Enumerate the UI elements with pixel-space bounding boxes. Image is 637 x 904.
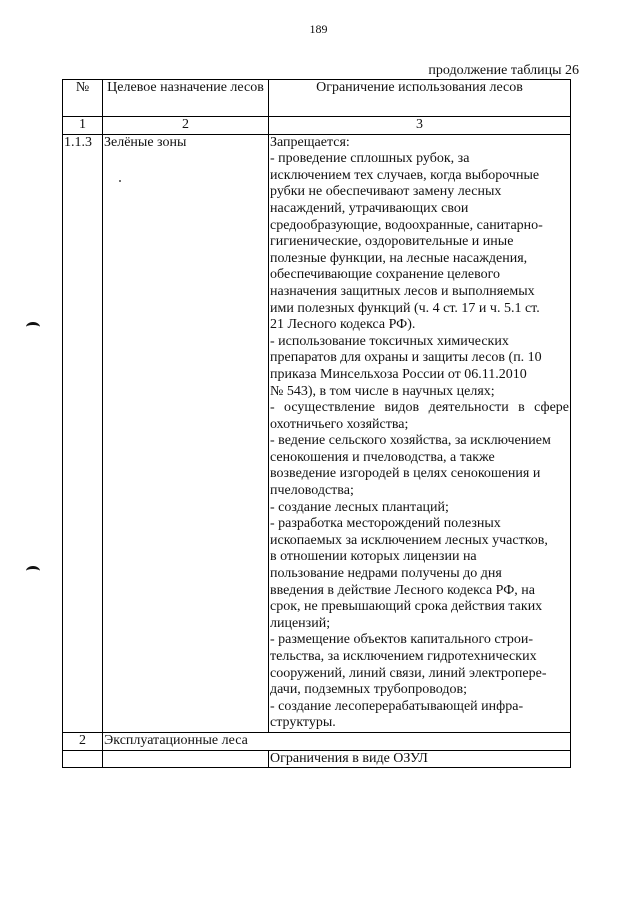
empty-cell bbox=[63, 750, 103, 768]
page-number: 189 bbox=[309, 22, 328, 36]
table-row bbox=[63, 732, 571, 750]
restriction-line: обеспечивающие сохранение целевого bbox=[270, 267, 500, 283]
restriction-line: - размещение объектов капитального строи- bbox=[270, 632, 534, 648]
table-continuation-caption: продолжение таблицы 26 bbox=[428, 63, 579, 78]
restriction-line: ископаемых за исключением лесных участков, bbox=[270, 532, 548, 548]
restriction-line: сооружений, линий связи, линий электропере- bbox=[270, 665, 547, 681]
restriction-line: - ведение сельского хозяйства, за исключением bbox=[270, 433, 551, 449]
index-cell: 1 bbox=[63, 117, 103, 135]
restriction-line: - разработка месторождений полезных bbox=[270, 516, 501, 532]
empty-cell bbox=[103, 750, 269, 768]
restriction-line: пчеловодства; bbox=[270, 483, 354, 499]
restriction-line: назначения защитных лесов и выполняемых bbox=[270, 283, 535, 299]
row-number: 1.1.3 bbox=[63, 134, 103, 732]
restriction-line: лицензий; bbox=[270, 615, 331, 631]
restriction-line: сенокошения и пчеловодства, а также bbox=[270, 449, 495, 465]
scan-mark bbox=[26, 566, 40, 576]
restriction-line: введения в действие Лесного кодекса РФ, на bbox=[270, 582, 535, 598]
restriction-line: дачи, подземных трубопроводов; bbox=[270, 682, 467, 698]
restriction-line: - создание лесоперерабатывающей инфра- bbox=[270, 698, 524, 714]
table-row bbox=[63, 750, 571, 768]
restriction-line: - создание лесных плантаций; bbox=[270, 499, 449, 515]
row-purpose: Зелёные зоны bbox=[103, 134, 269, 732]
restriction-line: в отношении которых лицензии на bbox=[270, 549, 477, 565]
restriction-text: Ограничения в виде ОЗУЛ bbox=[269, 750, 571, 768]
restriction-line: пользование недрами получены до дня bbox=[270, 566, 502, 582]
restriction-line: средообразующие, водоохранные, санитарно- bbox=[270, 217, 543, 233]
row-number: 2 bbox=[63, 732, 103, 750]
header-restriction: Ограничение использования лесов bbox=[269, 80, 571, 117]
restriction-line: препаратов для охраны и защиты лесов (п. 10 bbox=[270, 350, 542, 366]
table-header-row bbox=[63, 80, 571, 117]
restriction-line: ими полезных функций (ч. 4 ст. 17 и ч. 5.1 ст. bbox=[270, 300, 540, 316]
restriction-line: гигиенические, оздоровительные и иные bbox=[270, 234, 514, 250]
restriction-line: возведение изгородей в целях сенокошения и bbox=[270, 466, 541, 482]
restriction-line: - проведение сплошных рубок, за bbox=[270, 151, 470, 167]
header-purpose: Целевое назначение лесов bbox=[103, 80, 269, 117]
section-heading: Эксплуатационные леса bbox=[103, 732, 571, 750]
scan-mark bbox=[26, 322, 40, 332]
header-num: № bbox=[63, 80, 103, 117]
restriction-line: тельства, за исключением гидротехнических bbox=[270, 649, 537, 664]
restriction-text bbox=[269, 134, 571, 732]
restriction-line: № 543), в том числе в научных целях; bbox=[270, 383, 495, 399]
restriction-line: приказа Минсельхоза России от 06.11.2010 bbox=[270, 366, 527, 382]
restriction-line: полезные функции, на лесные насаждения, bbox=[270, 250, 528, 266]
restriction-line: рубки не обеспечивают замену лесных bbox=[270, 184, 502, 200]
restriction-line: охотничьего хозяйства; bbox=[270, 416, 409, 432]
index-cell: 3 bbox=[269, 117, 571, 135]
restriction-line: 21 Лесного кодекса РФ). bbox=[270, 317, 416, 333]
table-row bbox=[63, 134, 571, 732]
restriction-line: Запрещается: bbox=[270, 134, 350, 150]
column-index-row bbox=[63, 117, 571, 135]
index-cell: 2 bbox=[103, 117, 269, 135]
restriction-line: - использование токсичных химических bbox=[270, 333, 509, 349]
restriction-line: - осуществление видов деятельности в сфере bbox=[270, 400, 569, 416]
restriction-line: срок, не превышающий срока действия таких bbox=[270, 599, 543, 615]
restriction-line: структуры. bbox=[270, 715, 336, 731]
restriction-line: исключением тех случаев, когда выборочные bbox=[270, 167, 540, 183]
restriction-line: насаждений, утрачивающих свои bbox=[270, 200, 469, 216]
forest-restrictions-table bbox=[62, 79, 571, 768]
